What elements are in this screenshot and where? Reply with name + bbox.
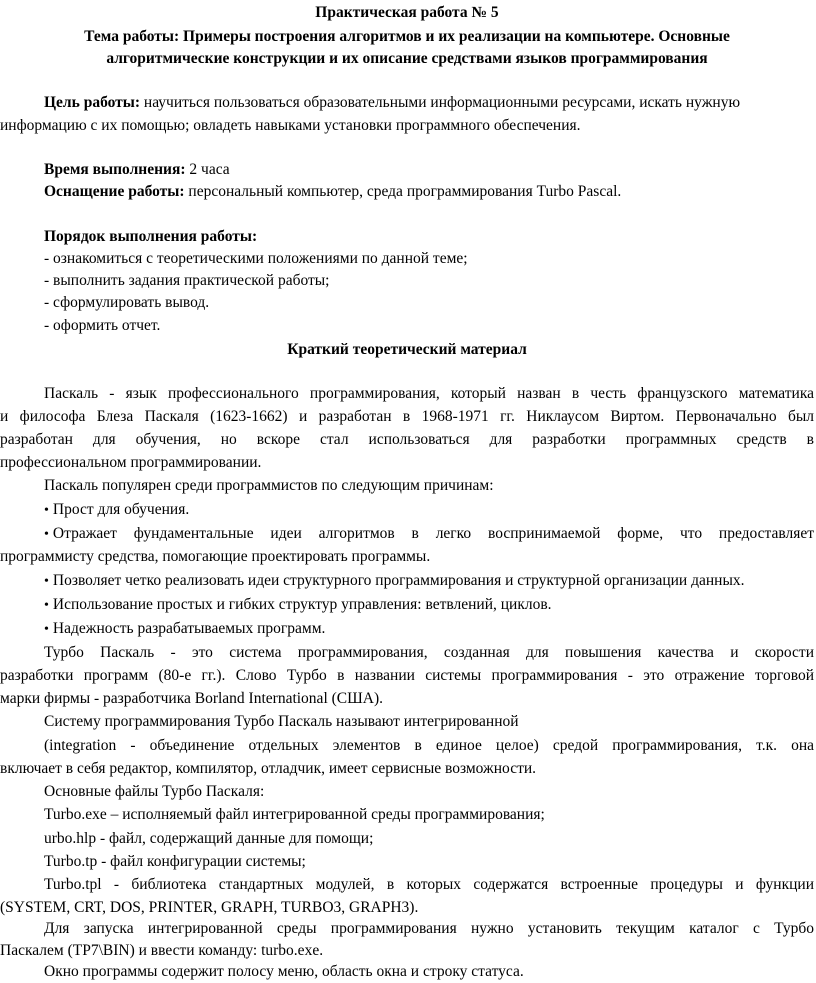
goal-text: научиться пользоваться образовательными информационными ресурсами, искать нужную <box>140 94 741 111</box>
order-heading: Порядок выполнения работы: <box>44 228 258 245</box>
file-item: urbo.hlp - файл, содержащий данные для помощи; <box>44 830 374 847</box>
bullet-item: • Использование простых и гибких структур управления: ветвлений, циклов. <box>44 594 814 617</box>
equipment-value: персональный компьютер, среда программирования Turbo Pascal. <box>184 183 622 200</box>
theory-p1-line: Паскаль - язык профессионального программирования, который назван в честь французского математика <box>44 385 814 402</box>
order-item: - сформулировать вывод. <box>44 294 210 311</box>
topic-line-2: алгоритмические конструкции и их описание средствами языков программирования <box>106 50 708 67</box>
file-item: Turbo.tp - файл конфигурации системы; <box>44 853 306 870</box>
time-line <box>44 159 814 181</box>
theory-p6-line: Паскалем (TP7\BIN) и ввести команду: turbo.exe. <box>0 942 324 959</box>
page-title: Практическая работа № 5 <box>315 4 499 21</box>
theory-p3-line: разработки программ (80-е гг.). Слово Турбо в названии системы программирования - это отражение торговой <box>0 667 814 684</box>
order-item: - ознакомиться с теоретическими положениями по данной теме; <box>44 250 468 267</box>
file-item-continuation: (SYSTEM, CRT, DOS, PRINTER, GRAPH, TURBO3, GRAPH3). <box>0 899 419 916</box>
theory-p1-line: профессиональном программировании. <box>0 454 262 471</box>
theory-p4-line: (integration - объединение отдельных элементов в единое целое) средой программирования, т.к. она <box>44 737 814 754</box>
bullet-continuation: программисту средства, помогающие проектировать программы. <box>0 548 431 565</box>
bullet-item: • Прост для обучения. <box>44 499 814 522</box>
equipment-label: Оснащение работы: <box>44 183 185 200</box>
theory-p1-line: разработан для обучения, но вскоре стал использоваться для разработки программных средств в <box>0 431 814 448</box>
theory-heading: Краткий теоретический материал <box>287 341 527 358</box>
theory-p4-line: Систему программирования Турбо Паскаль называют интегрированной <box>44 713 519 730</box>
theory-p1-line: и философа Блеза Паскаля (1623-1662) и разработан в 1968-1971 гг. Никлаусом Виртом. Первоначально был <box>0 408 814 425</box>
goal-text-2: информацию с их помощью; овладеть навыками установки программного обеспечения. <box>0 117 581 134</box>
goal-label: Цель работы: <box>44 94 141 111</box>
equipment-line <box>44 181 814 203</box>
theory-p3-line: Турбо Паскаль - это система программирования, созданная для повышения качества и скорости <box>44 644 814 661</box>
goal-paragraph <box>44 92 814 114</box>
bullet-item: • Отражает фундаментальные идеи алгоритмов в легко воспринимаемой форме, что предоставляет <box>44 523 814 546</box>
order-item: - выполнить задания практической работы; <box>44 272 330 289</box>
file-item: Turbo.tpl - библиотека стандартных модулей, в которых содержатся встроенные процедуры и функции <box>44 876 814 893</box>
bullet-item: • Надежность разрабатываемых программ. <box>44 618 814 641</box>
theory-p6-line: Для запуска интегрированной среды программирования нужно установить текущим каталог с Турбо <box>44 920 814 937</box>
bullet-item: • Позволяет четко реализовать идеи структурного программирования и структурной организации данных. <box>44 570 814 593</box>
time-label: Время выполнения: <box>44 161 186 178</box>
theory-p5: Основные файлы Турбо Паскаля: <box>44 783 265 800</box>
order-item: - оформить отчет. <box>44 317 161 334</box>
theory-p4-line: включает в себя редактор, компилятор, отладчик, имеет сервисные возможности. <box>0 760 537 777</box>
theory-p2: Паскаль популярен среди программистов по следующим причинам: <box>44 477 494 494</box>
file-item: Turbo.exe – исполняемый файл интегрированной среды программирования; <box>44 806 545 823</box>
theory-p3-line: марки фирмы - разработчика Borland International (США). <box>0 690 383 707</box>
theory-p7: Окно программы содержит полосу меню, область окна и строку статуса. <box>44 963 524 980</box>
time-value: 2 часа <box>185 161 230 178</box>
topic-line-1: Тема работы: Примеры построения алгоритмов и их реализации на компьютере. Основные <box>84 28 730 45</box>
